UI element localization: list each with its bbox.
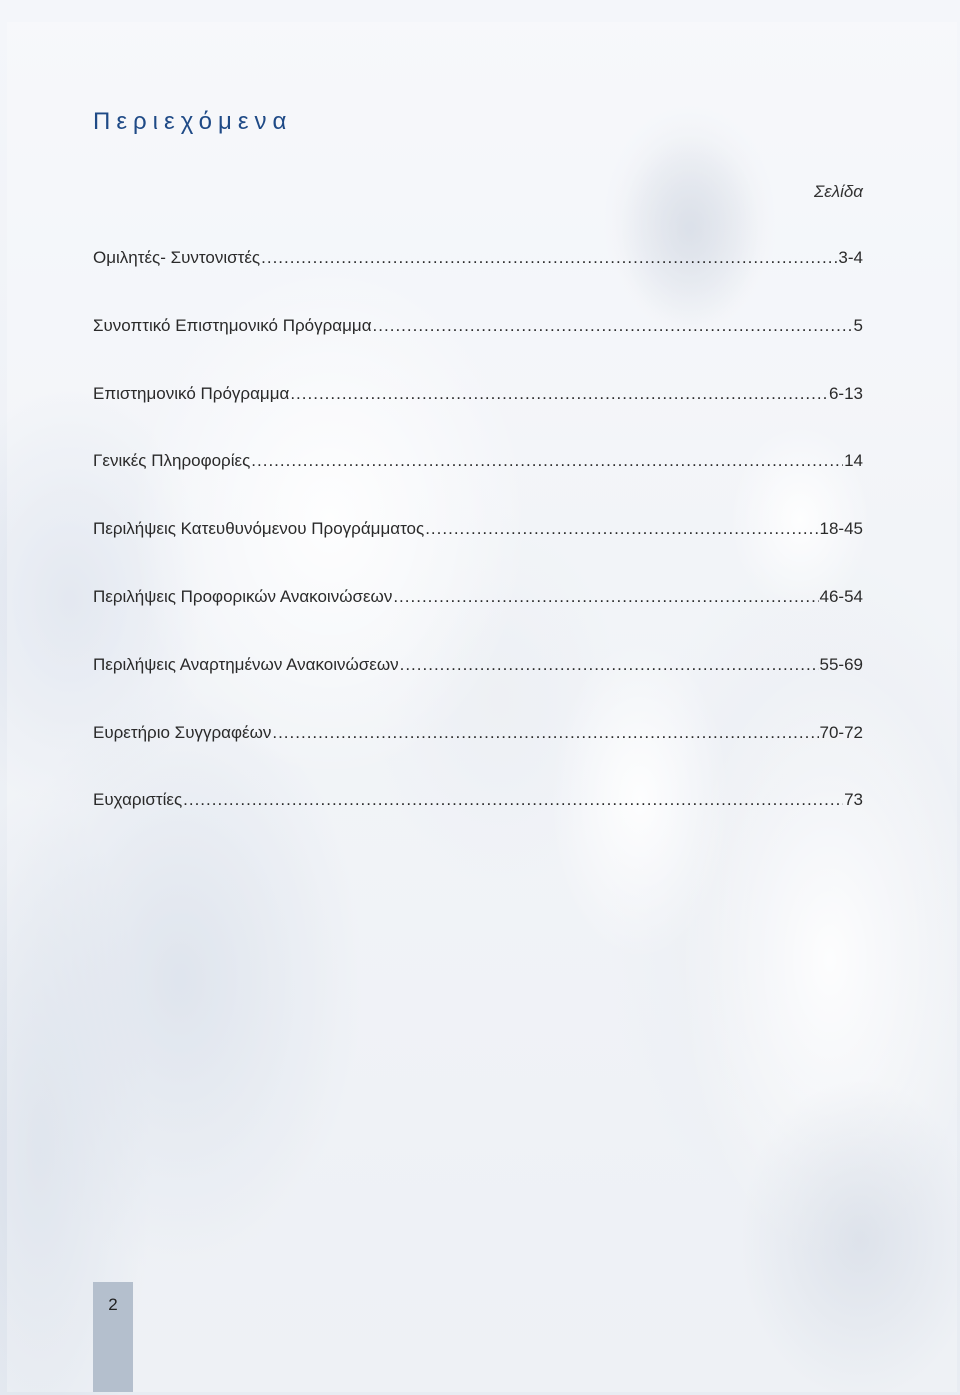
toc-entry-page: 73 — [844, 790, 863, 810]
toc-entry[interactable] — [93, 316, 863, 384]
toc-dot-leader — [393, 587, 818, 607]
toc-entry-page: 70-72 — [819, 722, 863, 742]
toc-dot-leader — [373, 316, 853, 336]
toc-entry-page: 55-69 — [819, 654, 863, 674]
toc-entry[interactable] — [93, 587, 863, 655]
toc-entry-title: Γενικές Πληροφορίες — [93, 451, 251, 471]
toc-dot-leader — [400, 655, 819, 675]
toc-entry[interactable] — [93, 790, 863, 858]
toc-entry-page: 6-13 — [828, 383, 863, 403]
toc-entry-title: Περιλήψεις Κατευθυνόμενου Προγράμματος — [93, 519, 425, 539]
toc-entry-title: Επιστημονικό Πρόγραμμα — [93, 383, 290, 403]
toc-entry-title: Ευρετήριο Συγγραφέων — [93, 722, 272, 742]
toc-entry-title: Συνοπτικό Επιστημονικό Πρόγραμμα — [93, 315, 372, 335]
toc-entry-page: 14 — [844, 451, 863, 471]
toc-entry-page: 3-4 — [838, 248, 863, 267]
toc-dot-leader — [272, 723, 818, 743]
toc-entry[interactable] — [93, 519, 863, 587]
toc-entry[interactable] — [93, 655, 863, 723]
toc-entry-title: Ομιλητές- Συντονιστές — [93, 248, 261, 267]
toc-entry-page: 46-54 — [819, 586, 863, 606]
toc-entry-page: 18-45 — [819, 519, 863, 539]
toc-dot-leader — [290, 384, 828, 404]
toc-entry[interactable] — [93, 451, 863, 519]
page-column-label: Σελίδα — [814, 182, 863, 201]
toc-dot-leader — [261, 248, 837, 268]
toc-entry[interactable] — [93, 248, 863, 316]
toc-entry-page: 5 — [853, 315, 863, 335]
table-of-contents — [93, 248, 863, 858]
toc-entry-title: Περιλήψεις Προφορικών Ανακοινώσεων — [93, 586, 393, 606]
toc-entry-title: Περιλήψεις Αναρτημένων Ανακοινώσεων — [93, 654, 399, 674]
toc-entry[interactable] — [93, 723, 863, 791]
page-number-tab — [93, 1282, 133, 1392]
page-number: 2 — [108, 1295, 118, 1314]
toc-dot-leader — [251, 451, 843, 471]
page-title: Περιεχόμενα — [93, 108, 293, 135]
toc-entry[interactable] — [93, 384, 863, 452]
toc-dot-leader — [425, 519, 818, 539]
toc-entry-title: Ευχαριστίες — [93, 790, 183, 810]
toc-dot-leader — [183, 790, 843, 810]
